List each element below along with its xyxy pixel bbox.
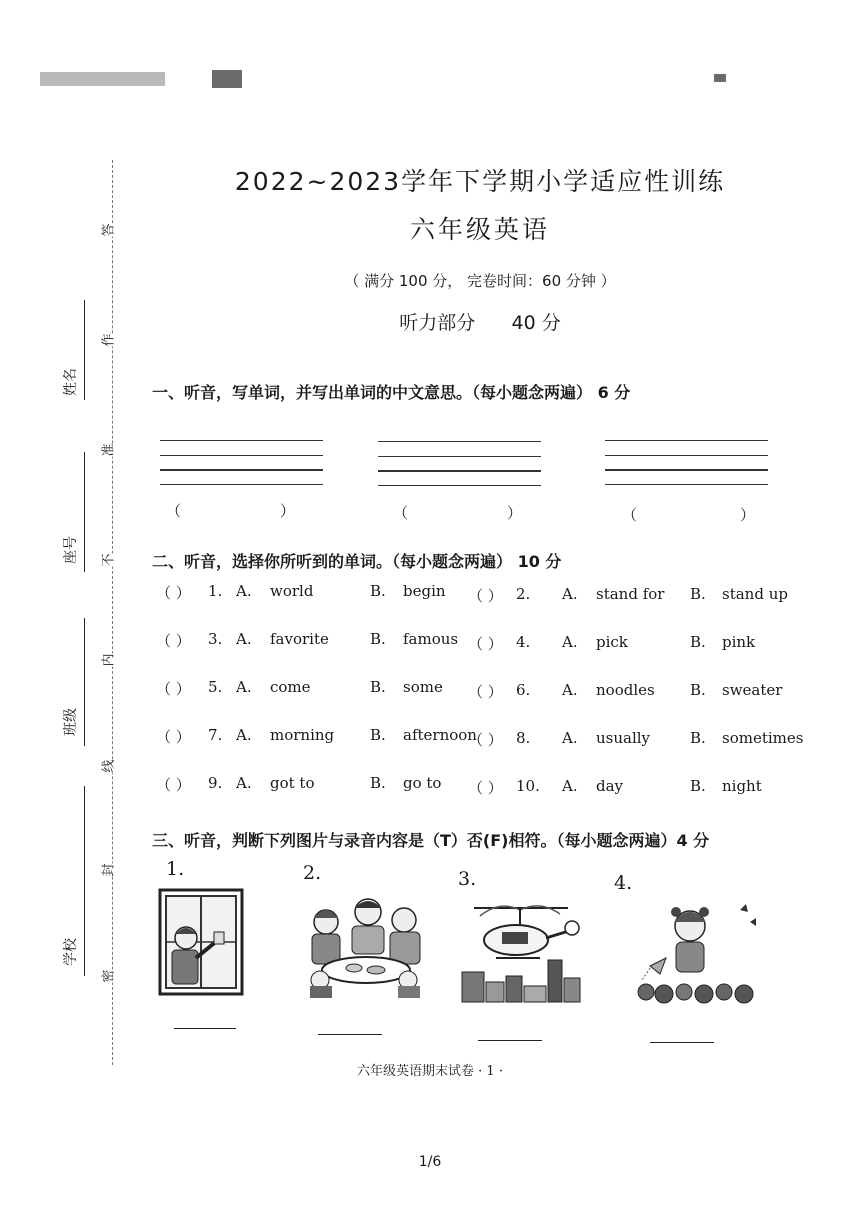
- seal-word: 线: [101, 759, 117, 773]
- option-b-label[interactable]: B.: [690, 681, 706, 699]
- answer-bracket[interactable]: （ ）: [468, 779, 503, 797]
- question-number: 7.: [208, 726, 223, 744]
- option-b-label[interactable]: B.: [690, 729, 706, 747]
- question-number: 5.: [208, 678, 223, 696]
- question-number: 4.: [516, 633, 531, 651]
- writing-line: [160, 469, 323, 471]
- question-number: 2.: [516, 585, 531, 603]
- option-a-text: got to: [270, 774, 315, 792]
- option-a-label[interactable]: A.: [562, 681, 578, 699]
- margin-label-seat: 座号: [63, 536, 79, 564]
- section2-heading: 二、听音，选择你所听到的单词。（每小题念两遍） 10 分: [152, 552, 562, 571]
- writing-line: [378, 470, 541, 472]
- option-a-text: world: [270, 582, 314, 600]
- answer-line[interactable]: [478, 1040, 542, 1041]
- question-number: 6.: [516, 681, 531, 699]
- question-number: 3.: [208, 630, 223, 648]
- option-a-text: stand for: [596, 585, 665, 603]
- picture-number: 3.: [458, 868, 477, 890]
- question-number: 9.: [208, 774, 223, 792]
- answer-bracket[interactable]: （ ）: [156, 728, 191, 746]
- meaning-paren-open: （: [166, 502, 182, 520]
- option-b-label[interactable]: B.: [370, 774, 386, 792]
- margin-label-class: 班级: [63, 708, 79, 736]
- answer-bracket[interactable]: （ ）: [156, 776, 191, 794]
- answer-line[interactable]: [650, 1042, 714, 1043]
- seal-dashed-line: [112, 160, 113, 1065]
- option-a-label[interactable]: A.: [562, 585, 578, 603]
- option-b-text: afternoon: [403, 726, 477, 744]
- question-number: 8.: [516, 729, 531, 747]
- option-b-text: sweater: [722, 681, 783, 699]
- answer-line[interactable]: [174, 1028, 236, 1029]
- writing-line: [605, 469, 768, 471]
- option-b-text: some: [403, 678, 443, 696]
- option-a-label[interactable]: A.: [562, 777, 578, 795]
- margin-label-name: 姓名: [63, 368, 79, 396]
- option-b-label[interactable]: B.: [370, 582, 386, 600]
- seal-word: 答: [101, 223, 117, 237]
- section3-heading: 三、听音，判断下列图片与录音内容是（T）否(F)相符。（每小题念两遍）4 分: [152, 831, 710, 850]
- answer-bracket[interactable]: （ ）: [156, 584, 191, 602]
- option-a-label[interactable]: A.: [562, 633, 578, 651]
- option-a-text: pick: [596, 633, 628, 651]
- family-dinner-picture: [304, 888, 428, 1000]
- option-b-label[interactable]: B.: [690, 585, 706, 603]
- seal-word: 内: [101, 653, 117, 667]
- scan-artifact-right: [714, 74, 726, 82]
- meaning-paren-open: （: [393, 504, 409, 522]
- meaning-paren-close: ）: [507, 504, 523, 522]
- answer-line[interactable]: [318, 1034, 382, 1035]
- option-b-text: night: [722, 777, 762, 795]
- girl-watering-flowers-picture: [636, 896, 766, 1008]
- answer-bracket[interactable]: （ ）: [156, 680, 191, 698]
- option-b-text: stand up: [722, 585, 788, 603]
- option-b-text: sometimes: [722, 729, 804, 747]
- exam-title: 2022~2023学年下学期小学适应性训练: [234, 167, 726, 196]
- meaning-paren-close: ）: [740, 506, 756, 524]
- option-b-text: go to: [403, 774, 442, 792]
- option-a-label[interactable]: A.: [236, 774, 252, 792]
- option-a-text: morning: [270, 726, 335, 744]
- seal-word: 不: [101, 553, 117, 567]
- option-b-label[interactable]: B.: [690, 633, 706, 651]
- writing-line: [160, 455, 323, 456]
- seal-word: 准: [101, 443, 117, 457]
- scan-artifact-left: [40, 72, 165, 86]
- writing-line: [605, 484, 768, 485]
- scan-artifact-mid: [212, 70, 242, 88]
- answer-bracket[interactable]: （ ）: [468, 683, 503, 701]
- option-b-label[interactable]: B.: [370, 726, 386, 744]
- option-a-text: come: [270, 678, 311, 696]
- writing-line: [605, 455, 768, 456]
- seal-word: 作: [101, 333, 117, 347]
- answer-bracket[interactable]: （ ）: [156, 632, 191, 650]
- writing-line: [160, 484, 323, 485]
- option-b-label[interactable]: B.: [690, 777, 706, 795]
- meaning-paren-open: （: [622, 506, 638, 524]
- writing-line: [378, 456, 541, 457]
- option-a-text: day: [596, 777, 624, 795]
- option-a-label[interactable]: A.: [562, 729, 578, 747]
- option-b-text: begin: [403, 582, 446, 600]
- seal-word: 密: [101, 969, 117, 983]
- writing-line: [160, 440, 323, 441]
- option-b-text: pink: [722, 633, 756, 651]
- option-a-text: usually: [596, 729, 651, 747]
- picture-number: 2.: [303, 862, 322, 884]
- writing-line: [378, 485, 541, 486]
- margin-label-school: 学校: [63, 938, 79, 966]
- picture-number: 1.: [166, 858, 185, 880]
- helicopter-city-picture: [460, 898, 582, 1004]
- exam-subtitle: 六年级英语: [409, 215, 550, 244]
- option-b-label[interactable]: B.: [370, 630, 386, 648]
- exam-meta: （ 满分 100 分， 完卷时间：60 分钟 ）: [344, 272, 616, 290]
- window-cleaning-picture: [158, 888, 244, 996]
- part-title: 听力部分 40 分: [399, 312, 561, 334]
- option-b-label[interactable]: B.: [370, 678, 386, 696]
- answer-bracket[interactable]: （ ）: [468, 587, 503, 605]
- option-a-text: favorite: [270, 630, 329, 648]
- school-underline: [84, 786, 85, 976]
- writing-line: [605, 440, 768, 441]
- seal-word: 封: [101, 863, 117, 877]
- writing-line: [378, 441, 541, 442]
- section1-heading: 一、听音，写单词，并写出单词的中文意思。（每小题念两遍） 6 分: [152, 383, 631, 402]
- page-counter: 1/6: [418, 1154, 442, 1170]
- meaning-paren-close: ）: [280, 502, 296, 520]
- page-footer: 六年级英语期末试卷 · 1 ·: [357, 1064, 503, 1079]
- seat-underline: [84, 452, 85, 572]
- picture-number: 4.: [614, 872, 633, 894]
- option-a-label[interactable]: A.: [236, 678, 252, 696]
- answer-bracket[interactable]: （ ）: [468, 731, 503, 749]
- option-a-label[interactable]: A.: [236, 630, 252, 648]
- option-a-text: noodles: [596, 681, 655, 699]
- answer-bracket[interactable]: （ ）: [468, 635, 503, 653]
- option-a-label[interactable]: A.: [236, 582, 252, 600]
- option-b-text: famous: [403, 630, 459, 648]
- question-number: 10.: [516, 777, 540, 795]
- question-number: 1.: [208, 582, 223, 600]
- class-underline: [84, 618, 85, 746]
- option-a-label[interactable]: A.: [236, 726, 252, 744]
